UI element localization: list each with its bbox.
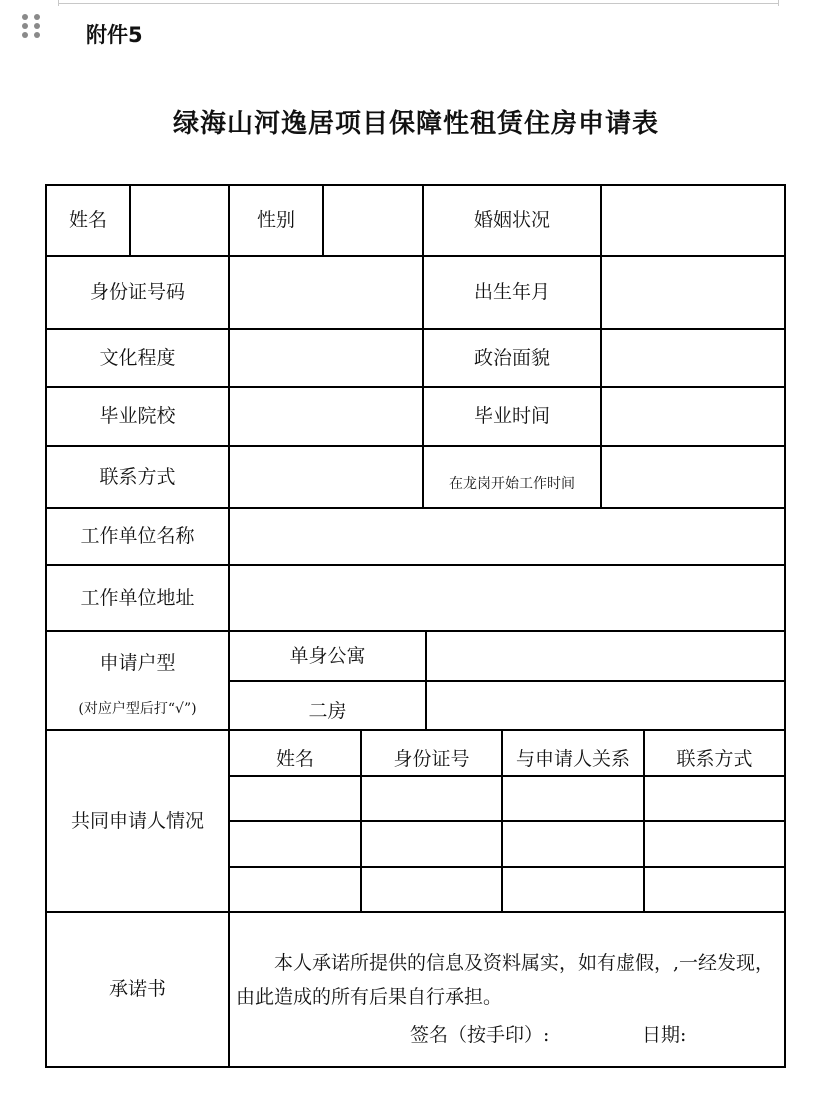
employer-address-field[interactable] <box>230 566 784 630</box>
type-two-check-field[interactable] <box>427 682 784 729</box>
education-label: 文化程度 <box>99 346 176 369</box>
co-applicant-cell[interactable] <box>645 822 784 866</box>
id-number-label: 身份证号码 <box>89 281 185 304</box>
school-field[interactable] <box>230 388 422 445</box>
contact-field[interactable] <box>230 447 422 507</box>
co-applicant-cell[interactable] <box>503 777 643 820</box>
employer-name-field[interactable] <box>230 509 784 564</box>
attachment-label: 附件5 <box>86 23 143 47</box>
page-top-border <box>58 3 778 4</box>
co-applicant-cell[interactable] <box>645 777 784 820</box>
gender-label: 性别 <box>256 209 295 232</box>
name-label: 姓名 <box>68 209 107 232</box>
co-applicant-cell[interactable] <box>230 868 360 911</box>
co-applicant-cell[interactable] <box>362 822 501 866</box>
co-applicant-cell[interactable] <box>230 777 360 820</box>
apply-type-label: 申请户型 <box>99 651 176 674</box>
table-border-bottom <box>45 1066 786 1068</box>
table-border-right <box>784 184 786 1068</box>
co-header-contact: 联系方式 <box>676 747 753 770</box>
co-applicant-cell[interactable] <box>362 777 501 820</box>
birth-date-label: 出生年月 <box>473 281 550 304</box>
signature-label: 签名（按手印）: <box>410 1024 550 1046</box>
type-single-apartment: 单身公寓 <box>289 644 366 667</box>
birth-date-field[interactable] <box>602 257 784 328</box>
co-applicant-cell[interactable] <box>503 868 643 911</box>
education-field[interactable] <box>230 330 422 386</box>
drag-handle-icon[interactable] <box>22 14 42 44</box>
co-header-relation: 与申请人关系 <box>515 747 630 770</box>
employer-name-label: 工作单位名称 <box>80 525 195 548</box>
co-header-id: 身份证号 <box>393 747 470 770</box>
name-field[interactable] <box>131 186 228 255</box>
form-title: 绿海山河逸居项目保障性租赁住房申请表 <box>172 109 659 139</box>
co-applicant-label: 共同申请人情况 <box>70 809 204 832</box>
promise-text: 本人承诺所提供的信息及资料属实，如有虚假，,一经发现，由此造成的所有后果自行承担。 <box>236 952 775 1008</box>
graduation-time-label: 毕业时间 <box>473 405 550 428</box>
marital-status-field[interactable] <box>602 186 784 255</box>
page-corner-mark <box>58 0 59 6</box>
co-applicant-cell[interactable] <box>503 822 643 866</box>
school-label: 毕业院校 <box>99 405 176 428</box>
co-header-name: 姓名 <box>275 747 314 770</box>
longgang-start-label: 在龙岗开始工作时间 <box>449 475 575 492</box>
apply-type-hint: (对应户型后打“√”) <box>78 700 197 717</box>
type-single-check-field[interactable] <box>427 632 784 680</box>
type-two-room: 二房 <box>308 699 347 722</box>
promise-label: 承诺书 <box>108 978 166 1001</box>
page-corner-mark <box>778 0 779 6</box>
id-number-field[interactable] <box>230 257 422 328</box>
date-label: 日期: <box>642 1024 687 1046</box>
co-applicant-cell[interactable] <box>230 822 360 866</box>
political-status-field[interactable] <box>602 330 784 386</box>
employer-address-label: 工作单位地址 <box>80 586 195 609</box>
gender-field[interactable] <box>324 186 422 255</box>
political-status-label: 政治面貌 <box>473 346 550 369</box>
longgang-start-field[interactable] <box>602 447 784 507</box>
marital-status-label: 婚姻状况 <box>473 209 550 232</box>
co-applicant-cell[interactable] <box>362 868 501 911</box>
graduation-time-field[interactable] <box>602 388 784 445</box>
co-applicant-cell[interactable] <box>645 868 784 911</box>
contact-label: 联系方式 <box>99 465 176 488</box>
